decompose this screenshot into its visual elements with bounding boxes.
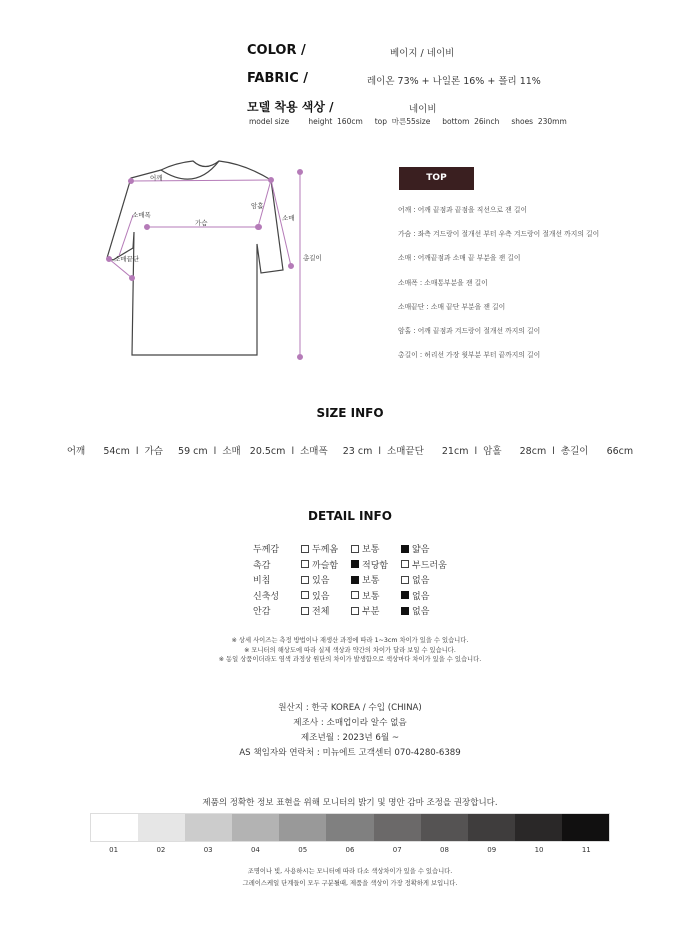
as-contact-line: AS 책임자와 연락처 : 미뉴에트 고객센터 070-4280-6389 [239, 748, 461, 758]
detail-option [401, 604, 451, 617]
origin-line: 원산지 : 한국 KOREA / 수입 (CHINA) [278, 703, 422, 713]
unchecked-box-icon [301, 560, 309, 568]
definition-item: 소매끝단 : 소매 끝단 부분을 잰 길이 [398, 302, 506, 311]
size-notes [0, 636, 700, 665]
grayscale-title: 제품의 정확한 정보 표현을 위해 모니터의 밝기 및 명안 감마 조정을 권장합니다. [202, 798, 498, 808]
manufacturer-line: 제조사 : 소매업이라 알수 없음 [293, 718, 407, 728]
note-line: ※ 동일 상품이더라도 염색 과정상 원단의 차이가 발생함으로 색상마다 차이가 있을 수 있습니다. [218, 656, 482, 663]
detail-option-label: 없음 [412, 591, 430, 602]
checked-box-icon [351, 560, 359, 568]
grayscale-swatch [279, 814, 326, 841]
tshirt-collar [161, 161, 219, 179]
unchecked-box-icon [301, 545, 309, 553]
grayscale-number: 01 [109, 846, 119, 854]
detail-option-label: 까슬함 [312, 560, 339, 571]
detail-row-label: 안감 [253, 607, 271, 618]
detail-row-label: 비침 [253, 576, 271, 587]
grayscale-swatch [515, 814, 562, 841]
unchecked-box-icon [351, 591, 359, 599]
detail-option-label: 보통 [362, 576, 380, 587]
footer-line: 그레이스케일 단계들이 모두 구분될때, 제품을 색상이 가장 정확하게 보입니다. [242, 879, 458, 887]
detail-option [351, 604, 401, 617]
fabric-label: FABRIC / [247, 71, 309, 86]
grayscale-footer [0, 866, 700, 889]
label-length: 총길이 [303, 254, 322, 262]
label-armhole: 암홀 [251, 202, 264, 210]
detail-info-title: DETAIL INFO [308, 509, 392, 523]
unchecked-box-icon [401, 560, 409, 568]
label-shoulder: 어깨 [150, 174, 163, 182]
detail-row [253, 572, 451, 588]
label-sleeve-width: 소매폭 [132, 211, 151, 219]
unchecked-box-icon [301, 576, 309, 584]
measurement-diagram [95, 150, 345, 380]
detail-option [301, 589, 351, 602]
label-sleeve: 소매 [282, 214, 295, 222]
footer-line: 조명이나 빛, 사용하시는 모니터에 따라 다소 색상차이가 있을 수 있습니다. [247, 868, 453, 875]
detail-option [351, 573, 401, 586]
grayscale-number: 03 [203, 846, 213, 854]
checked-box-icon [351, 576, 359, 584]
grayscale-swatch [232, 814, 279, 841]
grayscale-number: 05 [298, 846, 308, 854]
unchecked-box-icon [351, 607, 359, 615]
grayscale-swatch [374, 814, 421, 841]
model-size-info: model size height 160cm top 마른55size bottom 26inch shoes 230mm [249, 117, 567, 126]
detail-option-label: 적당함 [362, 560, 389, 571]
grayscale-number: 11 [581, 846, 591, 854]
detail-option [301, 573, 351, 586]
detail-option [401, 589, 451, 602]
grayscale-number: 10 [534, 846, 544, 854]
grayscale-numbers [90, 846, 610, 854]
grayscale-swatch [138, 814, 185, 841]
note-line: ※ 상세 사이즈는 측정 방법이나 재생산 과정에 따라 1~3cm 차이가 있을 수 있습니다. [231, 637, 469, 644]
detail-row-label: 두께감 [253, 545, 280, 556]
detail-row [253, 588, 451, 604]
tshirt-diagram-svg [95, 150, 345, 380]
grayscale-swatch [421, 814, 468, 841]
grayscale-number: 07 [392, 846, 402, 854]
model-color-value: 네이비 [409, 104, 437, 115]
definition-item: 어깨 : 어깨 끝점과 끝점을 직선으로 잰 길이 [398, 206, 528, 214]
unchecked-box-icon [301, 591, 309, 599]
unchecked-box-icon [401, 576, 409, 584]
unchecked-box-icon [351, 545, 359, 553]
detail-row [253, 603, 451, 619]
grayscale-swatch [468, 814, 515, 841]
top-badge: TOP [399, 167, 474, 190]
checked-box-icon [401, 591, 409, 599]
detail-row [253, 541, 451, 557]
detail-option-label: 보통 [362, 591, 380, 602]
detail-row [253, 557, 451, 573]
detail-option-label: 전체 [312, 607, 330, 618]
grayscale-number: 04 [250, 846, 260, 854]
detail-option-label: 있음 [312, 591, 330, 602]
label-cuff: 소매끝단 [114, 255, 140, 263]
model-color-label: 모델 착용 색상 / [247, 100, 334, 114]
detail-option-label: 부분 [362, 607, 380, 618]
measurement-definitions [398, 204, 688, 373]
grayscale-bar [90, 813, 610, 842]
grayscale-swatch [185, 814, 232, 841]
unchecked-box-icon [301, 607, 309, 615]
definition-item: 소매폭 : 소매통부분을 잰 길이 [398, 278, 488, 287]
grayscale-number: 09 [487, 846, 497, 854]
detail-option-label: 없음 [412, 576, 430, 587]
detail-option [351, 542, 401, 555]
detail-option-label: 얇음 [412, 545, 430, 556]
detail-option-label: 부드러움 [412, 560, 447, 571]
detail-option [351, 589, 401, 602]
note-line: ※ 모니터의 해상도에 따라 실제 색상과 약간의 차이가 달라 보일 수 있습니다. [244, 646, 456, 654]
grayscale-swatch [326, 814, 373, 841]
detail-option [301, 542, 351, 555]
detail-option [351, 558, 401, 571]
grayscale-swatch [562, 814, 609, 841]
size-info-title: SIZE INFO [316, 406, 384, 420]
size-info-row: 어깨 54cm l 가슴 59 cm l 소매 20.5cm l 소매폭 23 cm l 소매끝단 21cm l 암홀 28cm l 총길이 66cm [66, 446, 634, 457]
definition-item: 소매 : 어깨끝점과 소매 끝 부분을 잰 길이 [398, 254, 521, 263]
detail-row-label: 신축성 [253, 591, 280, 602]
checked-box-icon [401, 545, 409, 553]
definition-item: 가슴 : 좌측 겨드랑이 절개선 부터 우측 겨드랑이 절개선 까지의 길이 [398, 230, 600, 239]
detail-info-table [253, 541, 451, 619]
fabric-value: 레이온 73% + 나일론 16% + 폴리 11% [367, 76, 541, 87]
detail-option-label: 두께옴 [312, 545, 339, 556]
label-chest: 가슴 [195, 219, 208, 227]
definition-item: 암홀 : 어깨 끝점과 겨드랑이 절개선 까지의 길이 [398, 326, 541, 335]
definition-item: 총길이 : 허리선 가장 윗부분 부터 끝까지의 길이 [398, 351, 541, 360]
detail-option [401, 558, 451, 571]
detail-option [301, 604, 351, 617]
detail-row-label: 촉감 [253, 560, 271, 571]
product-origin-info [0, 701, 700, 761]
grayscale-number: 02 [156, 846, 166, 854]
detail-option [401, 573, 451, 586]
detail-option [301, 558, 351, 571]
color-value: 베이지 / 네이비 [390, 48, 455, 59]
manufacture-date-line: 제조년월 : 2023년 6월 ~ [300, 733, 400, 743]
grayscale-number: 08 [440, 846, 449, 854]
detail-option [401, 542, 451, 555]
color-label: COLOR / [247, 43, 306, 58]
detail-option-label: 없음 [412, 607, 430, 618]
detail-option-label: 보통 [362, 545, 380, 556]
grayscale-swatch [91, 814, 138, 841]
detail-option-label: 있음 [312, 576, 330, 587]
grayscale-number: 06 [345, 846, 355, 854]
checked-box-icon [401, 607, 409, 615]
